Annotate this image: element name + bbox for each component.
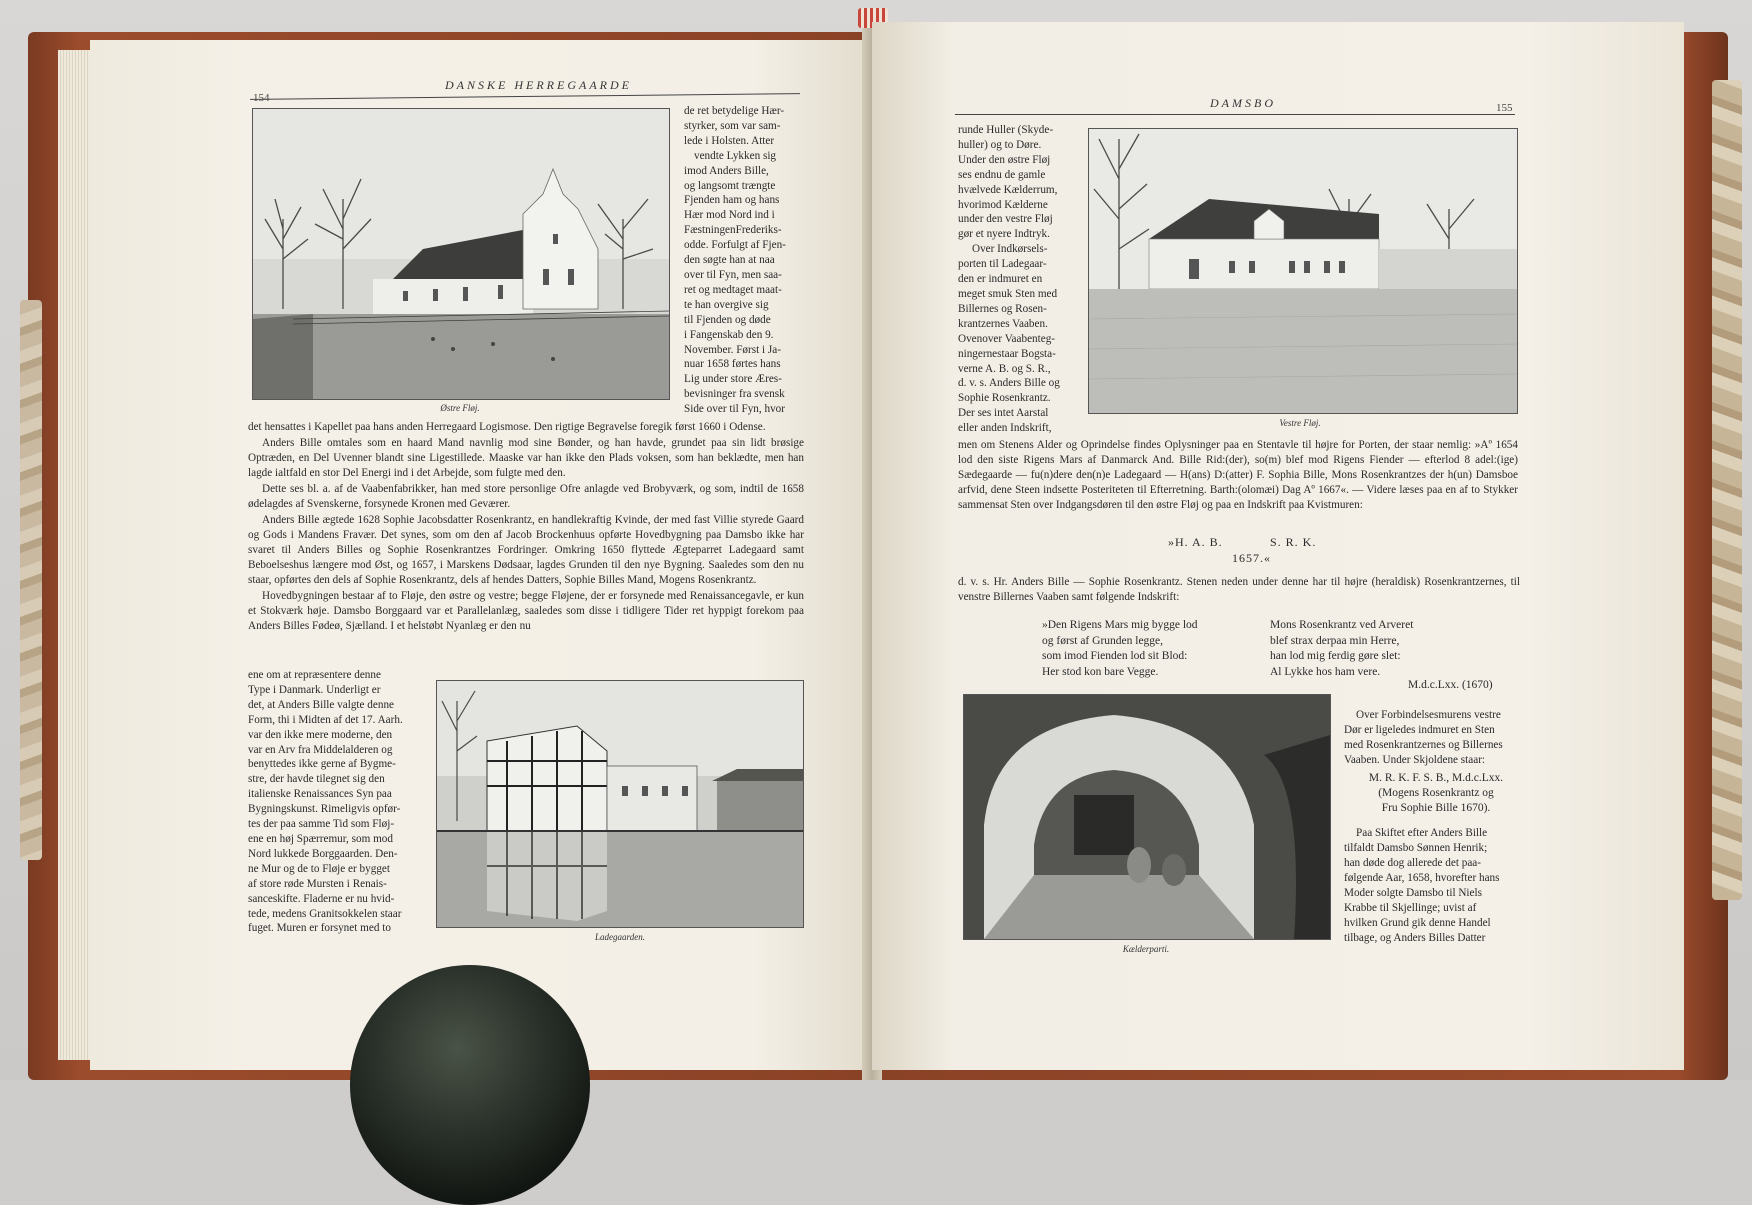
text-line: Type i Danmark. Underligt er <box>248 683 381 696</box>
text-line: ningernestaar Bogsta- <box>958 347 1056 360</box>
paragraph: Dette ses bl. a. af de Vaabenfabrikker, han med store personlige Ofre anlagde ved Brobyværk, og som, indtil de 1658 ødelagdes af Svenskerne, forsynede Kronen med Geværer. <box>248 483 804 510</box>
text-line: ene en høj Spærremur, som mod <box>248 832 393 845</box>
inscription-sophie: Fru Sophie Bille 1670). <box>1381 802 1491 814</box>
text-line: porten til Ladegaar- <box>958 258 1047 271</box>
text-line: sanceskifte. Fladerne er nu hvid- <box>248 892 395 905</box>
text-line: imod Anders Bille, <box>684 164 769 177</box>
text-line: Bygningskunst. Rimeligvis opfør- <box>248 803 401 816</box>
verse-line: Mons Rosenkrantz ved Arveret <box>1270 619 1414 631</box>
text-line: Lig under store Æres- <box>684 373 782 386</box>
inscription-srk: S. R. K. <box>1270 535 1317 549</box>
text-line: krantzernes Vaaben. <box>958 317 1048 330</box>
caption-ostre-floj: Østre Fløj. <box>440 403 480 413</box>
text-line: Ovenover Vaabenteg- <box>958 332 1056 345</box>
verse-line: og først af Grunden legge, <box>1042 634 1164 647</box>
photo-kaelderparti <box>963 694 1331 940</box>
left-running-head: DANSKE HERREGAARDE <box>445 78 632 92</box>
verse-line: Her stod kon bare Vegge. <box>1042 665 1159 678</box>
text-line: Dør er ligeledes indmuret en Sten <box>1344 724 1495 736</box>
right-running-head: DAMSBO <box>1210 96 1276 110</box>
text-line: de ret betydelige Hær- <box>684 105 785 117</box>
right-page-number: 155 <box>1496 102 1513 114</box>
right-header-rule <box>955 114 1515 115</box>
text-line: han døde dog allerede det paa- <box>1344 857 1481 869</box>
right-page-body-2 <box>958 575 1520 606</box>
text-line: var en Arv fra Middelalderen og <box>248 743 393 756</box>
photo-vestre-floj <box>1088 128 1518 414</box>
text-line: af store røde Mursten i Renais- <box>248 877 387 890</box>
text-line: November. Først i Ja- <box>684 343 781 356</box>
verse-line: han lod mig ferdig gøre slet: <box>1270 650 1401 662</box>
right-page-lower-column <box>1344 708 1528 946</box>
text-line: bevisninger fra svensk <box>684 388 785 401</box>
text-line: Over Forbindelsesmurens vestre <box>1356 709 1501 721</box>
page-weight <box>350 965 590 1205</box>
text-line: odde. Forfulgt af Fjen- <box>684 239 786 252</box>
text-line: ne Mur og de to Fløje er bygget <box>248 862 390 875</box>
verse-right <box>1270 618 1413 680</box>
text-line: og langsomt trængte <box>684 179 776 192</box>
left-page-lower-column <box>248 668 420 936</box>
photo-ostre-floj <box>252 108 670 400</box>
text-line: i Fangenskab den 9. <box>684 328 774 341</box>
text-line: den søgte han at naa <box>684 254 775 267</box>
text-line: med Rosenkrantzernes og Billernes <box>1344 739 1503 751</box>
text-line: Paa Skiftet efter Anders Bille <box>1356 827 1488 839</box>
verse-date: M.d.c.Lxx. (1670) <box>1408 679 1493 691</box>
text-line: eller anden Indskrift, <box>958 422 1052 435</box>
inscription-hab: »H. A. B. <box>1168 535 1223 549</box>
text-line: følgende Aar, 1658, hvorefter hans <box>1344 872 1500 884</box>
paragraph: Anders Bille omtales som en haard Mand navnlig mod sine Bønder, og han havde, grundet paa sin lidt brøsige Optræden, en Del Uvenner blandt sine Ligestillede. Maaske var han ikke den Plads voksen, som han beklædte, men han lagde ialtfald en stor Del Energi ind i det Arbejde, som fulgte med den. <box>248 437 804 479</box>
text-line: ses endnu de gamle <box>958 168 1046 181</box>
inscription-mrk: M. R. K. F. S. B., M.d.c.Lxx. <box>1368 772 1504 784</box>
caption-vestre-floj: Vestre Fløj. <box>1279 418 1321 428</box>
text-line: Billernes og Rosen- <box>958 302 1047 315</box>
text-line: vendte Lykken sig <box>694 149 777 162</box>
text-line: hvilken Grund gik denne Handel <box>1344 917 1491 929</box>
text-line: huller) og to Døre. <box>958 138 1042 151</box>
right-page-body-1 <box>958 438 1518 514</box>
text-line: tilbage, og Anders Billes Datter <box>1344 932 1486 944</box>
paragraph: men om Stenens Alder og Oprindelse findes Oplysninger paa en Stentavle til højre for Porten, der staar nemlig: »Aº 1654 lod den siste Rigens Mars af Danmarck And. Bille Rid:(der), so(m) blef mod Rigens Fiender — efterlod 8 adel:(ige) Sædegaarde — fu(n)dere den(n)e Ladegaard — H(ans) D:(atter) F. Sophia Bille, Mons Rosenkrantzes der h(un) Damsboe arfvid, dene Steen indsette Posteriteten til Efterretning. Barth:(olomæi) Dag Aº 1667«. — Videre læses paa en af to Stykker sammensat Sten over Indgangsdøren til den østre Fløj og paa en Indskrift paa Kvistmuren: <box>958 439 1518 511</box>
text-line: tes der paa samme Tid som Fløj- <box>248 818 395 831</box>
text-line: te han overgive sig <box>684 298 769 311</box>
text-line: hvorimod Kælderne <box>958 198 1048 211</box>
text-line: lede i Holsten. Atter <box>684 134 775 147</box>
text-line: italienske Renaissances Syn paa <box>248 788 392 801</box>
right-page-side-column <box>958 123 1074 436</box>
text-line: tede, medens Granitsokkelen staar <box>248 907 402 920</box>
text-line: det, at Anders Bille valgte denne <box>248 698 395 711</box>
left-page-body <box>248 420 804 635</box>
text-line: Der ses intet Aarstal <box>958 407 1049 420</box>
text-line: Krabbe til Skjellinge; uvist af <box>1344 902 1477 914</box>
text-line: ene om at repræsentere denne <box>248 669 381 681</box>
paragraph: Anders Bille ægtede 1628 Sophie Jacobsdatter Rosenkrantz, en handlekraftig Kvinde, der med fast Villie styrede Gaard og Gods i Mandens Fravær. Det synes, som om den af Jacob Brockenhuus opførte Hovedbygning paa Damsbo ikke har svaret til Anders Billes og Sophie Rosenkrantzes Fordringer. Omkring 1650 flyttede Ægteparret Ladegaard samt Beboelseshus længere mod Øst, og 1657, i Marskens Dødsaar, lagdes Grunden til den nye Bygning. Saaledes som den nu staar, opførtes den dels af Sophie Rosenkrantz, dels af hendes Datters, Sophie Billes Mand, Mogens Rosenkrantz. <box>248 514 804 586</box>
verse-line: som imod Fienden lod sit Blod: <box>1042 650 1188 662</box>
text-line: Hær mod Nord ind i <box>684 209 775 222</box>
verse-line: Al Lykke hos ham vere. <box>1270 665 1381 678</box>
text-line: FæstningenFrederiks- <box>684 224 782 237</box>
paragraph: d. v. s. Hr. Anders Bille — Sophie Rosenkrantz. Stenen neden under denne har til højre (heraldisk) Rosenkrantzernes, til venstre Billernes Vaaben samt følgende Indskrift: <box>958 576 1520 603</box>
inscription-mogens: (Mogens Rosenkrantz og <box>1378 787 1494 799</box>
marbled-cover-edge-right <box>1712 80 1742 900</box>
text-line: Vaaben. Under Skjoldene staar: <box>1344 754 1486 766</box>
verse-left <box>1042 618 1198 680</box>
inscription-year: 1657.« <box>1232 551 1271 565</box>
paragraph: det hensattes i Kapellet paa hans anden Herregaard Logismose. Den rigtige Begravelse foregik først 1660 i Odense. <box>248 421 766 433</box>
text-line: benyttedes ikke gerne af Bygme- <box>248 758 396 771</box>
verse-line: blef strax derpaa min Herre, <box>1270 634 1400 647</box>
text-line: nuar 1658 førtes hans <box>684 358 781 371</box>
text-line: stre, der havde tilegnet sig den <box>248 773 385 786</box>
text-line: d. v. s. Anders Bille og <box>958 377 1060 390</box>
text-line: hvælvede Kælderrum, <box>958 183 1058 196</box>
text-line: ret og medtaget maat- <box>684 283 782 296</box>
caption-ladegaarden: Ladegaarden. <box>595 932 645 942</box>
text-line: verne A. B. og S. R., <box>958 362 1051 375</box>
text-line: Sophie Rosenkrantz. <box>958 392 1051 405</box>
text-line: meget smuk Sten med <box>958 287 1058 300</box>
text-line: var den ikke mere moderne, den <box>248 728 393 741</box>
text-line: Moder solgte Damsbo til Niels <box>1344 887 1482 899</box>
text-line: tilfaldt Damsbo Sønnen Henrik; <box>1344 842 1488 854</box>
text-line: under den vestre Fløj <box>958 213 1053 226</box>
text-line: gør et nyere Indtryk. <box>958 228 1050 241</box>
text-line: runde Huller (Skyde- <box>958 124 1054 136</box>
text-line: styrker, som var sam- <box>684 119 781 132</box>
marbled-cover-edge-left <box>20 300 42 860</box>
caption-kaelderparti: Kælderparti. <box>1122 944 1170 954</box>
text-line: Side over til Fyn, hvor <box>684 403 785 416</box>
text-line: Fjenden ham og hans <box>684 194 780 207</box>
left-page-side-column <box>684 104 802 417</box>
text-line: Form, thi i Midten af det 17. Aarh. <box>248 713 403 726</box>
text-line: Under den østre Fløj <box>958 153 1051 166</box>
text-line: Over Indkørsels- <box>972 243 1048 256</box>
text-line: den er indmuret en <box>958 273 1043 286</box>
photo-ladegaarden <box>436 680 804 928</box>
paragraph: Hovedbygningen bestaar af to Fløje, den østre og vestre; begge Fløjene, der er forsynede med Renaissancegavle, er kun et Stokværk høje. Damsbo Borggaard var et Parallelanlæg, saaledes som disse i tidligere Tider ret hyppigt forekom paa Anders Billes Fødeø, Sjælland. I et helstøbt Nyanlæg er den nu <box>248 590 804 632</box>
text-line: fuget. Muren er forsynet med to <box>248 922 391 935</box>
text-line: til Fjenden og døde <box>684 313 771 326</box>
text-line: Nord lukkede Borggaarden. Den- <box>248 847 398 860</box>
text-line: over til Fyn, men saa- <box>684 268 782 281</box>
verse-line: »Den Rigens Mars mig bygge lod <box>1042 619 1198 631</box>
